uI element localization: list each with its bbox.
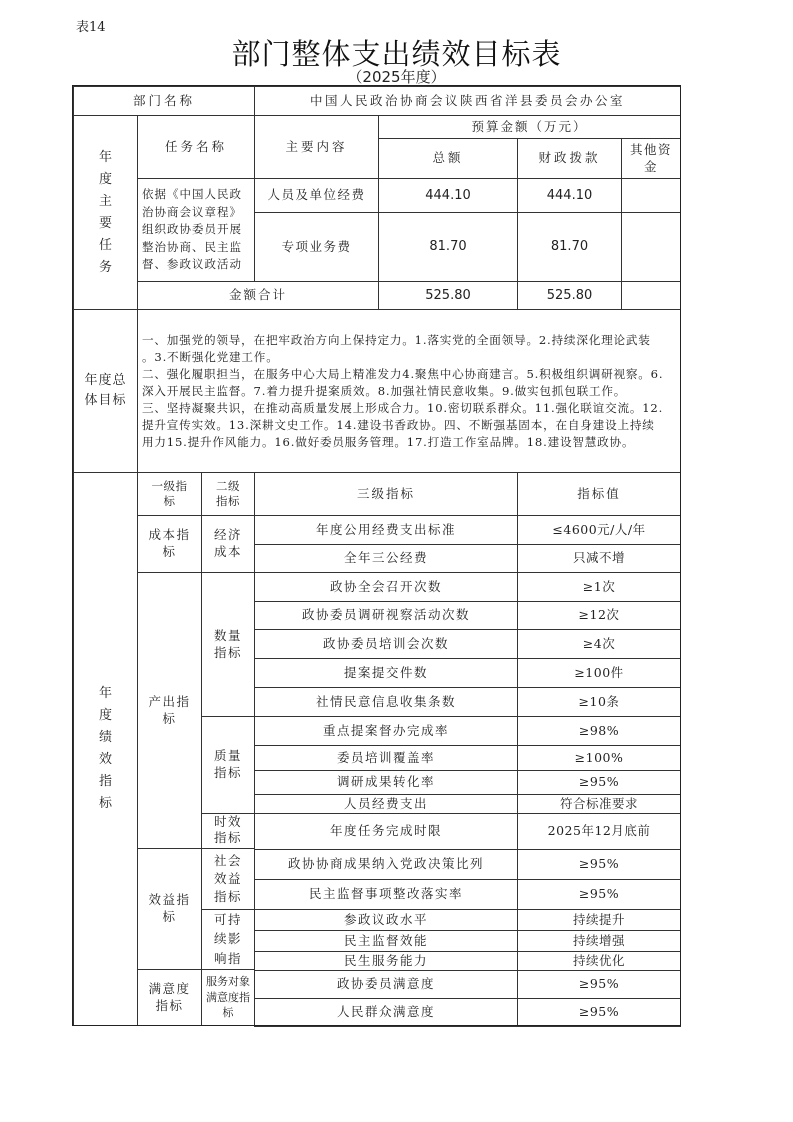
indicator-value: 持续优化 (517, 951, 681, 971)
label-char: 度 (98, 708, 112, 723)
indicator-value: ≥10条 (517, 687, 681, 717)
table-number: 表14 (76, 20, 106, 35)
indicator-value: ≥98% (517, 716, 681, 746)
goal-line: 用力15.提升作风能力。16.做好委员服务管理。17.打造工作室品牌。18.建设智慧政协。 (142, 435, 635, 449)
sum-total: 525.80 (378, 281, 518, 310)
indicator-name: 调研成果转化率 (254, 770, 518, 795)
label-char: 指 (98, 774, 112, 789)
header-main-content: 主要内容 (254, 115, 379, 179)
page-title: 部门整体支出绩效目标表 (231, 37, 562, 71)
row2-fiscal: 81.70 (517, 212, 622, 282)
sub-service-satisfaction: 服务对象满意度指标 (201, 969, 255, 1026)
indicator-value: 只减不增 (517, 544, 681, 573)
header-task-name: 任务名称 (137, 115, 255, 179)
performance-label-text (99, 683, 112, 815)
indicator-value: ≥100% (517, 745, 681, 771)
indicator-value: ≥95% (517, 970, 681, 999)
indicator-value: ≥95% (517, 998, 681, 1027)
indicator-name: 重点提案督办完成率 (254, 716, 518, 746)
sub-social: 社会效益指标 (201, 848, 255, 910)
header-level3: 三级指标 (254, 472, 518, 516)
goal-line: 提升宣传实效。13.深耕文史工作。14.建设书香政协。四、不断强基固本，在自身建设上持续 (142, 418, 655, 432)
indicator-name: 政协委员满意度 (254, 970, 518, 999)
overall-goals-text (137, 309, 681, 473)
indicator-name: 民生服务能力 (254, 951, 518, 971)
indicator-value: ≥1次 (517, 572, 681, 602)
indicator-value: 持续增强 (517, 930, 681, 952)
task-name-cell: 依据《中国人民政治协商会议章程》组织政协委员开展整治协商、民主监督、参政议政活动 (137, 178, 255, 282)
sum-other (621, 281, 681, 310)
indicator-name: 年度任务完成时限 (254, 813, 518, 850)
indicator-value: 持续提升 (517, 909, 681, 931)
indicator-value: ≥100件 (517, 658, 681, 688)
indicator-value: 符合标准要求 (517, 794, 681, 814)
label-char: 度 (98, 171, 112, 187)
indicator-name: 委员培训覆盖率 (254, 745, 518, 771)
header-total: 总额 (378, 138, 518, 179)
indicator-name: 提案提交件数 (254, 658, 518, 688)
goal-line: 三、坚持凝聚共识，在推动高质量发展上形成合力。10.密切联系群众。11.强化联谊交流。12. (142, 401, 664, 415)
indicator-name: 年度公用经费支出标准 (254, 515, 518, 545)
sub-sustainable: 可持续影响指 (201, 909, 255, 970)
indicator-name: 参政议政水平 (254, 909, 518, 931)
header-level2: 二级指标 (201, 472, 255, 516)
sub-economic-cost: 经济成本 (201, 515, 255, 573)
label-char: 绩 (98, 730, 112, 745)
indicator-value: ≤4600元/人/年 (517, 515, 681, 545)
row2-content: 专项业务费 (254, 212, 379, 282)
label-char: 标 (98, 796, 112, 811)
indicator-name: 全年三公经费 (254, 544, 518, 573)
label-char: 效 (98, 752, 112, 767)
row2-other (621, 212, 681, 282)
department-value: 中国人民政治协商会议陕西省洋县委员会办公室 (254, 86, 681, 116)
overall-goals-label: 年度总体目标 (73, 309, 138, 473)
header-other: 其他资金 (621, 138, 681, 179)
label-char: 年 (98, 686, 112, 701)
group-output: 产出指标 (137, 572, 202, 849)
label-char: 要 (98, 215, 112, 231)
indicator-name: 民主监督效能 (254, 930, 518, 952)
page-subtitle: （2025年度） (347, 68, 446, 86)
header-level1: 一级指标 (137, 472, 202, 516)
header-fiscal: 财政拨款 (517, 138, 622, 179)
label-char: 主 (98, 193, 112, 209)
indicator-name: 社情民意信息收集条数 (254, 687, 518, 717)
group-cost: 成本指标 (137, 515, 202, 573)
row1-fiscal: 444.10 (517, 178, 622, 213)
indicator-name: 人员经费支出 (254, 794, 518, 814)
row1-total: 444.10 (378, 178, 518, 213)
row1-other (621, 178, 681, 213)
annual-tasks-section-label (73, 115, 138, 310)
sub-quantity: 数量指标 (201, 572, 255, 717)
indicator-value: ≥95% (517, 879, 681, 910)
indicator-name: 政协协商成果纳入党政决策比列 (254, 849, 518, 880)
indicator-value: 2025年12月底前 (517, 813, 681, 850)
indicator-name: 民主监督事项整改落实率 (254, 879, 518, 910)
header-budget: 预算金额（万元） (378, 115, 681, 139)
sum-fiscal: 525.80 (517, 281, 622, 310)
indicator-value: ≥95% (517, 849, 681, 880)
group-satisfaction: 满意度指标 (137, 969, 202, 1026)
indicator-name: 政协全会召开次数 (254, 572, 518, 602)
indicator-value: ≥12次 (517, 601, 681, 630)
sub-timeliness: 时效指标 (201, 813, 255, 849)
indicator-name: 政协委员调研视察活动次数 (254, 601, 518, 630)
label-char: 年 (98, 149, 112, 165)
row1-content: 人员及单位经费 (254, 178, 379, 213)
goal-line: 二、强化履职担当，在服务中心大局上精准发力4.聚焦中心协商建言。5.积极组织调研视察。6. (142, 367, 664, 381)
goal-line: 。3.不断强化党建工作。 (142, 350, 279, 364)
indicator-name: 人民群众满意度 (254, 998, 518, 1027)
header-value: 指标值 (517, 472, 681, 516)
performance-section-label (73, 472, 138, 1026)
indicator-value: ≥95% (517, 770, 681, 795)
goal-line: 深入开展民主监督。7.着力提升提案质效。8.加强社情民意收集。9.做实包抓包联工作。 (142, 384, 627, 398)
group-benefit: 效益指标 (137, 848, 202, 970)
label-char: 任 (98, 237, 112, 253)
sub-quality: 质量指标 (201, 716, 255, 814)
indicator-name: 政协委员培训会次数 (254, 629, 518, 659)
sum-label: 金额合计 (137, 281, 379, 310)
label-char: 务 (98, 259, 112, 275)
indicator-value: ≥4次 (517, 629, 681, 659)
department-label: 部门名称 (73, 86, 255, 116)
goal-line: 一、加强党的领导，在把牢政治方向上保持定力。1.落实党的全面领导。2.持续深化理论武装 (142, 333, 651, 347)
annual-tasks-label-text (99, 147, 112, 279)
row2-total: 81.70 (378, 212, 518, 282)
